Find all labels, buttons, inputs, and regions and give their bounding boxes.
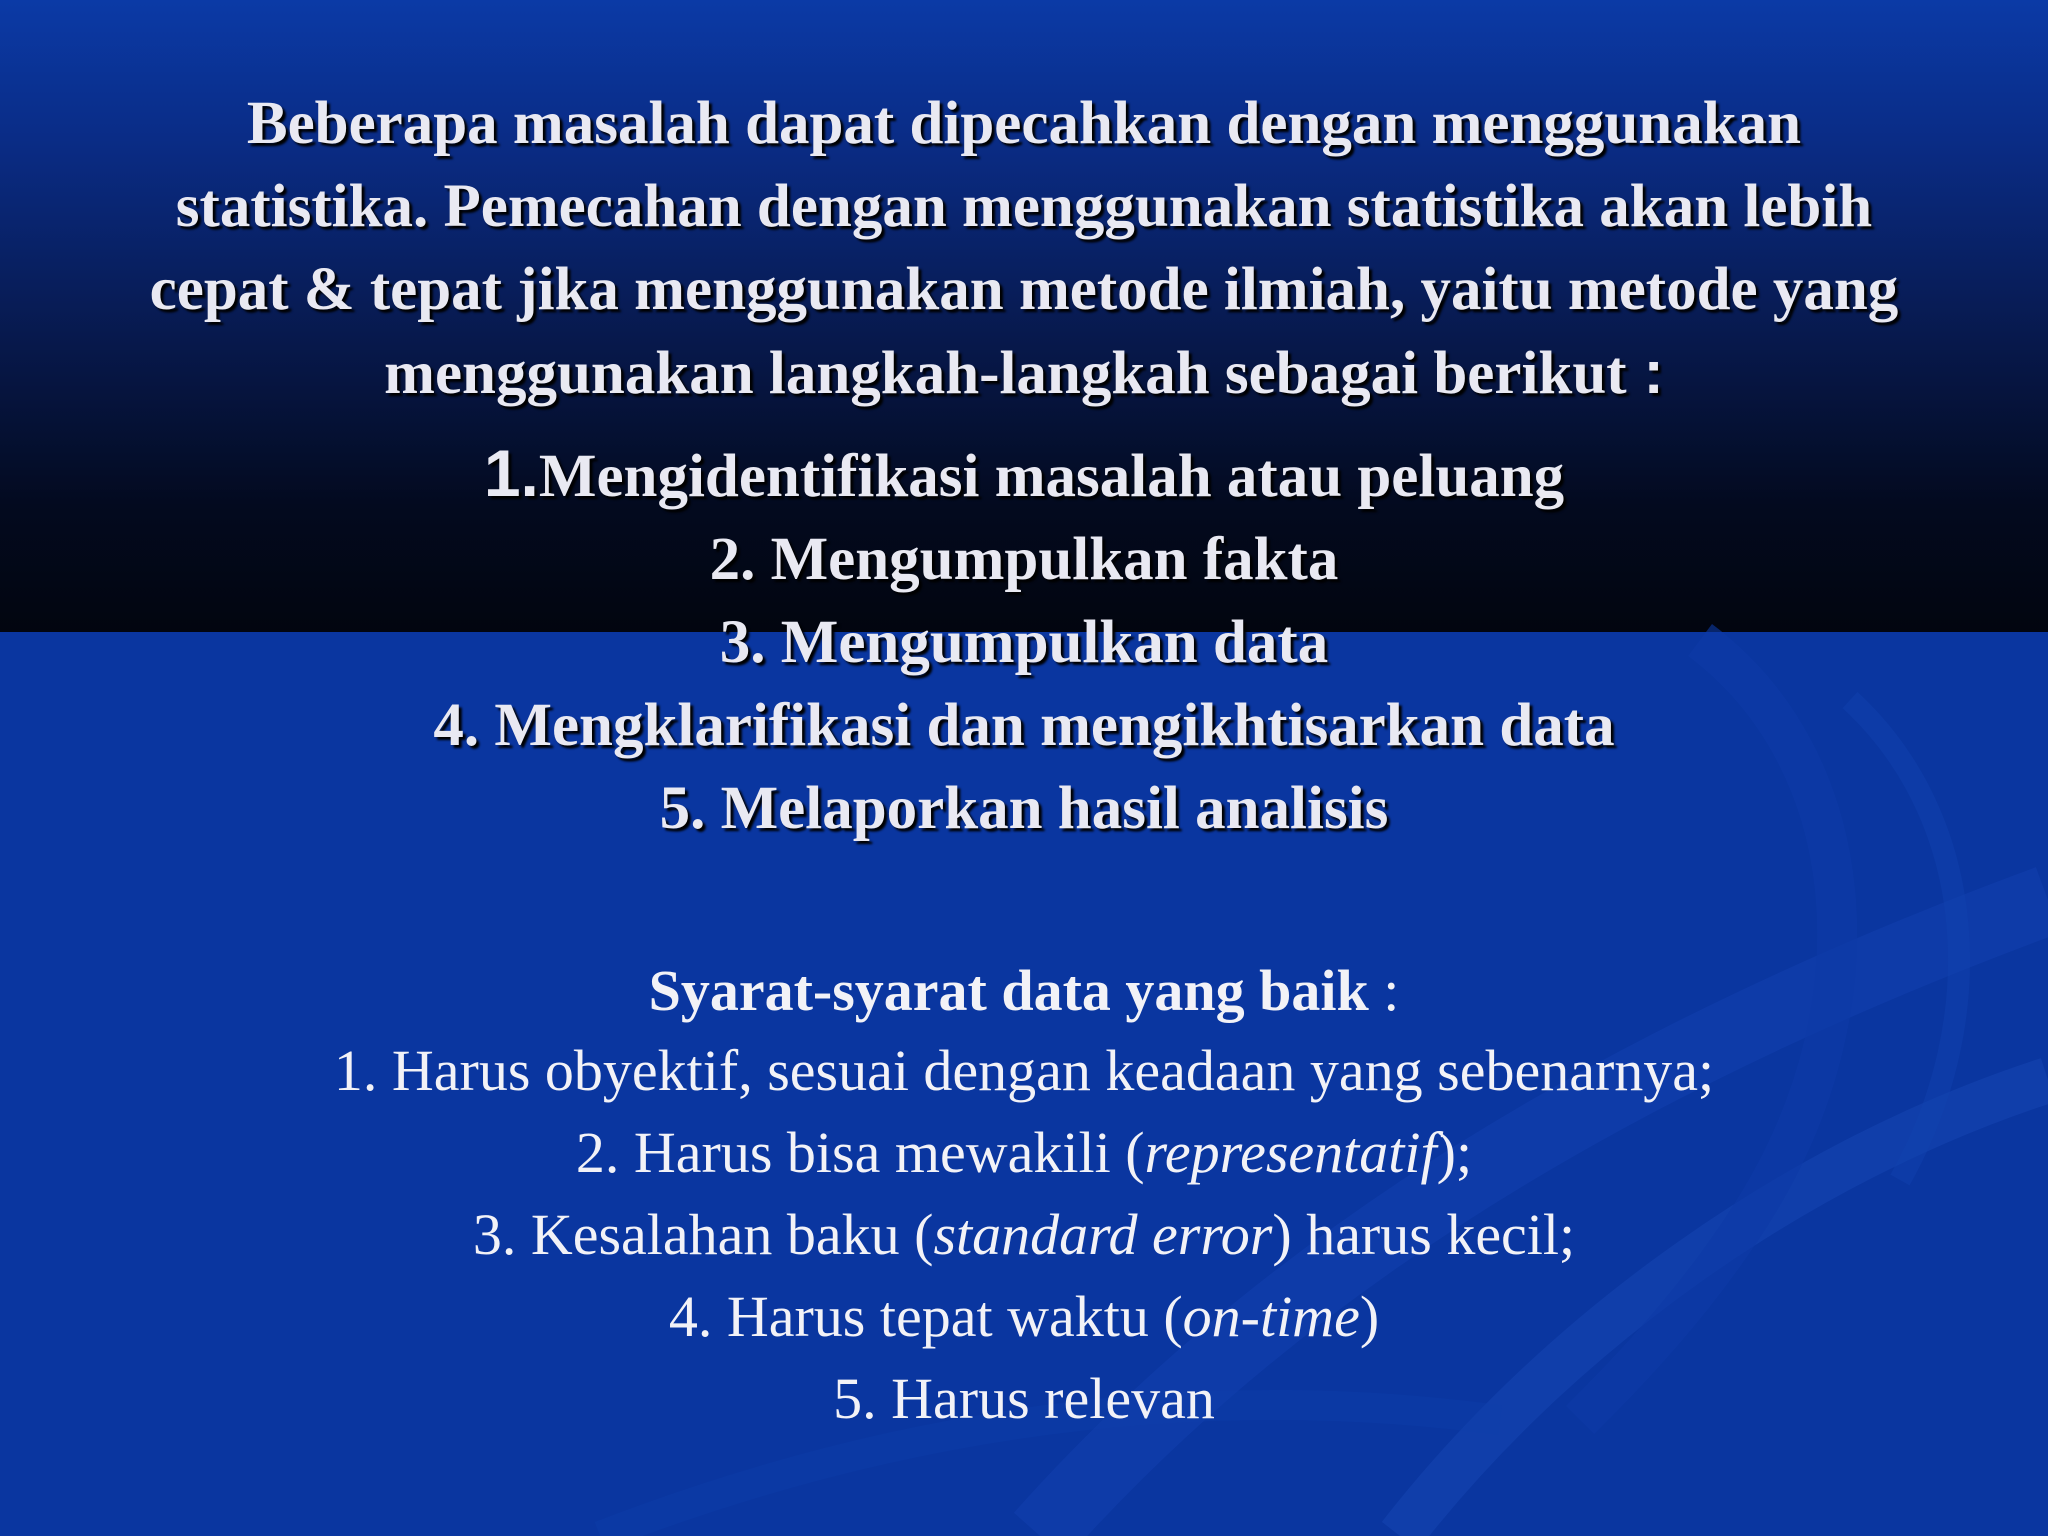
requirement-2 [30,1112,2018,1194]
requirement-4 [30,1276,2018,1358]
intro-line-1: Beberapa masalah dapat dipecahkan dengan menggunakan [246,90,1802,157]
requirements-heading-text: Syarat-syarat data yang baik [648,958,1369,1023]
step-2: 2. Mengumpulkan fakta [709,526,1339,593]
step-1-number: 1. [483,436,539,510]
requirement-2-post: ); [1436,1120,1473,1185]
requirement-5: 5. Harus relevan [833,1366,1215,1431]
step-3: 3. Mengumpulkan data [719,609,1329,676]
step-1-text: Mengidentifikasi masalah atau peluang [538,443,1565,510]
requirement-4-italic: on-time [1182,1284,1360,1349]
requirement-1: 1. Harus obyektif, sesuai dengan keadaan yang sebenarnya; [333,1038,1715,1103]
requirements-list [30,1030,2018,1440]
step-1 [30,432,2018,518]
requirement-3-post: ) harus kecil; [1272,1202,1576,1267]
intro-line-3: cepat & tepat jika menggunakan metode ilmiah, yaitu metode yang [149,256,1899,323]
requirement-2-italic: representatif [1144,1120,1437,1185]
requirement-3 [30,1194,2018,1276]
intro-paragraph [30,82,2018,415]
requirement-4-pre: 4. Harus tepat waktu ( [668,1284,1183,1349]
intro-line-4 [30,331,2018,415]
requirement-3-italic: standard error [933,1202,1273,1267]
steps-list [30,432,2018,850]
step-5: 5. Melaporkan hasil analisis [659,775,1389,842]
requirement-2-pre: 2. Harus bisa mewakili ( [575,1120,1145,1185]
intro-line-2: statistika. Pemecahan dengan menggunakan statistika akan lebih [175,173,1873,240]
intro-line-4-colon: : [1626,338,1664,406]
intro-line-4-text: menggunakan langkah-langkah sebagai berikut [384,340,1627,407]
requirements-heading-colon: : [1368,958,1400,1023]
requirement-4-post: ) [1359,1284,1380,1349]
requirement-3-pre: 3. Kesalahan baku ( [472,1202,934,1267]
requirements-heading [30,950,2018,1032]
step-4: 4. Mengklarifikasi dan mengikhtisarkan data [433,692,1615,759]
